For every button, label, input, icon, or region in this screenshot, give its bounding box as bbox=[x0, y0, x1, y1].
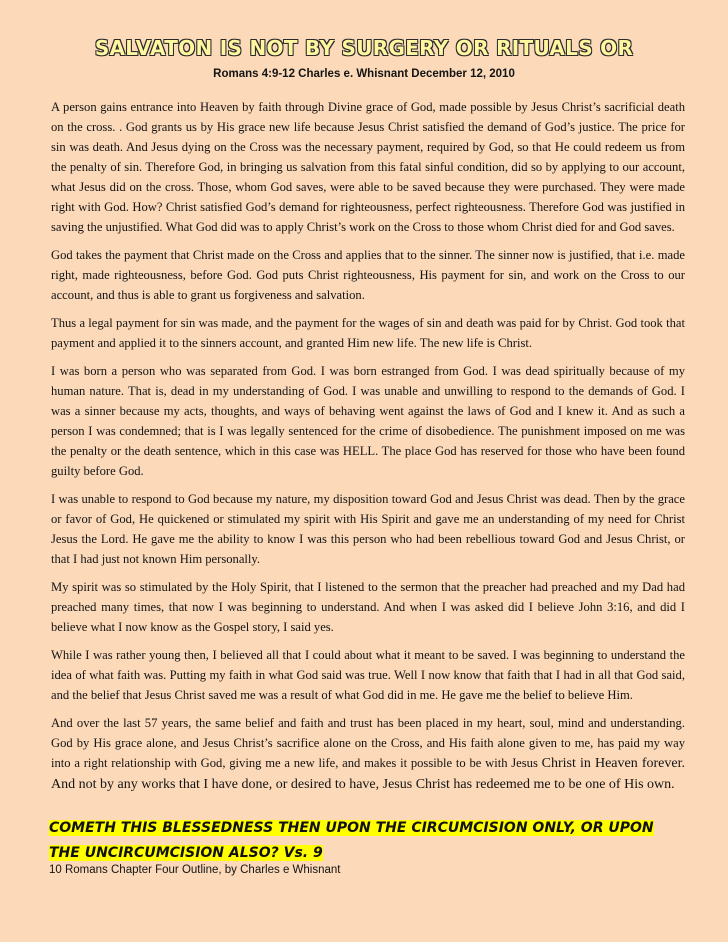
paragraph: Thus a legal payment for sin was made, and the payment for the wages of sin and death was paid for by Christ. God took that payment and applied it to the sinners account, and granted Him new life. The new life is Christ. bbox=[51, 316, 685, 350]
highlighted-verse-text: COMETH THIS BLESSEDNESS THEN UPON THE CIRCUMCISION ONLY, OR UPON THE UNCIRCUMCISION ALSO? Vs. 9 bbox=[49, 820, 654, 861]
page-title: SALVATON IS NOT BY SURGERY OR RITUALS OR bbox=[94, 36, 634, 60]
highlighted-verse bbox=[49, 816, 689, 866]
paragraph: While I was rather young then, I believed all that I could about what it meant to be saved. I was beginning to understand the idea of what faith was. Putting my faith in what God said was true. Well I now know that faith that I had in all that God said, and the belief that Jesus Christ saved me was a result of what God did in me. He gave me the belief to believe Him. bbox=[51, 648, 685, 702]
body-text bbox=[51, 97, 685, 803]
paragraph-last bbox=[51, 713, 685, 795]
page-footer: 10 Romans Chapter Four Outline, by Charles e Whisnant bbox=[49, 864, 341, 876]
paragraph: God takes the payment that Christ made on the Cross and applies that to the sinner. The sinner now is justified, that i.e. made right, made righteousness, before God. God puts Christ righteousness, His payment for sin, and work on the Cross to our account, and thus is able to grant us forgiveness and salvation. bbox=[51, 248, 685, 302]
paragraph: My spirit was so stimulated by the Holy Spirit, that I listened to the sermon that the preacher had preached and my Dad had preached many times, that now I was beginning to understand. And when I was asked did I believe John 3:16, and did I believe what I now know as the Gospel story, I said yes. bbox=[51, 580, 685, 634]
paragraph-last-part2: Christ in Heaven forever. And not by any works that I have done, or desired to have, Jesus Christ has redeemed me to be one of His own. bbox=[51, 756, 685, 792]
paragraph-last-part1: And over the last 57 years, the same belief and faith and trust has been placed in my heart, soul, mind and understanding. God by His grace alone, and Jesus Christ’s sacrifice alone on the Cross, and His faith alone given to me, has paid my way into a right relationship with God, giving me a new life, and makes it possible to be with Jesus bbox=[51, 716, 685, 770]
paragraph: I was born a person who was separated from God. I was born estranged from God. I was dead spiritually because of my human nature. That is, dead in my understanding of God. I was unable and unwilling to respond to the demands of God. I was a sinner because my acts, thoughts, and ways of behaving went against the laws of God and I knew it. And as such a person I was condemned; that is I was legally sentenced for the crime of disobedience. The punishment imposed on me was the penalty or the death sentence, which in this case was HELL. The place God has reserved for those who have been found guilty before God. bbox=[51, 364, 685, 478]
page-subtitle: Romans 4:9-12 Charles e. Whisnant December 12, 2010 bbox=[213, 68, 515, 80]
paragraph: I was unable to respond to God because my nature, my disposition toward God and Jesus Christ was dead. Then by the grace or favor of God, He quickened or stimulated my spirit with His Spirit and gave me an understanding of my need for Christ Jesus the Lord. He gave me the ability to know I was this person who had been rebellious toward God and Jesus Christ, or that I had just not known Him personally. bbox=[51, 492, 685, 566]
paragraph: A person gains entrance into Heaven by faith through Divine grace of God, made possible by Jesus Christ’s sacrificial death on the cross. . God grants us by His grace new life because Jesus Christ satisfied the demand of God’s justice. The price for sin was death. And Jesus dying on the Cross was the necessary payment, required by God, so that He could redeem us from the penalty of sin. Therefore God, in bringing us salvation from this fatal sinful condition, did so by applying to our account, what Jesus did on the cross. Those, whom God saves, were able to be saved because they were purchased. They were made right with God. How? Christ satisfied God’s demand for righteousness, perfect righteousness. Therefore God was justified in saving the unjustified. What God did was to apply Christ’s work on the Cross to those whom Christ died for and God saves. bbox=[51, 100, 685, 234]
